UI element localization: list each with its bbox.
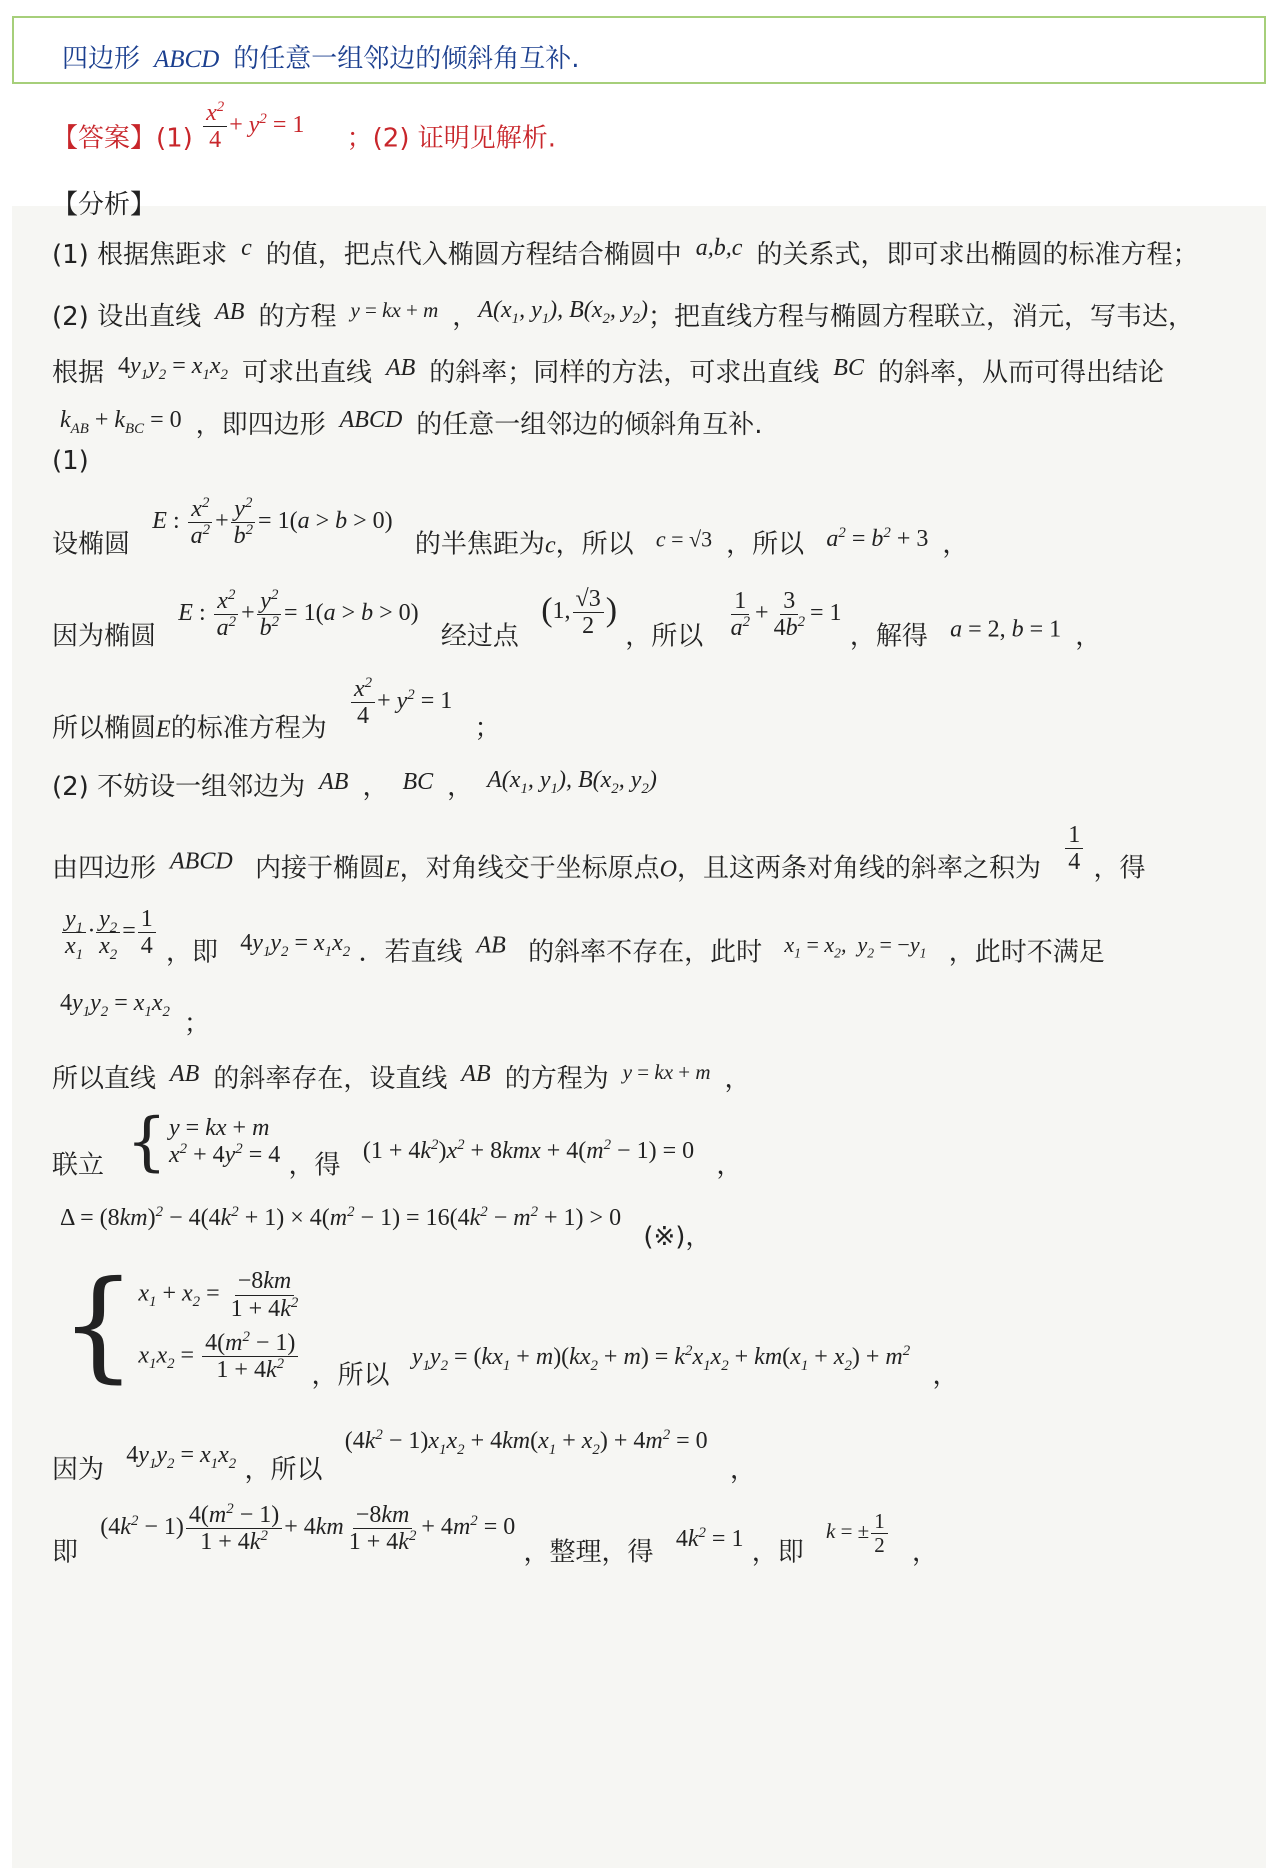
solution-line-11: 因为 $4y_1y_2 = x_1x_2$ ，所以 $(4k^2 - 1)x_1x_2 + 4km(x_1 + x_2) + 4m^2 = 0$ ， <box>52 1427 756 1485</box>
solution-line-6: $4y_1y_2 = x_1x_2$ ； <box>60 990 210 1039</box>
solution-part-1: (1) <box>52 446 89 476</box>
solution-line-8: 联立 { y = kx + m $x^2 + 4y^2 = 4$ ，得 $(1 + 4k^2)x^2 + 8kmx + 4(m^2 - 1) = 0$ ， <box>52 1105 743 1181</box>
solution-line-9: $\Delta = (8km)^2 - 4(4k^2 + 1) \times 4(m^2 - 1) = 16(4k^2 - m^2 + 1) > 0$ (※)， <box>60 1204 712 1252</box>
analysis-line-2: (2) 设出直线 AB 的方程 $^{y = kx + m}$ ，$A(x_1$, $y_1$), $B(x_2$, $y_2$)；把直线方程与椭圆方程联立，消元，写韦达， <box>52 297 1194 332</box>
question-pre: 四边形 <box>62 44 141 74</box>
answer-mid: ；(2) 证明见解析. <box>346 123 557 154</box>
solution-line-5: $\frac{y_1}{x_1}$ · $\frac{y_2}{x_2}$ = $\frac{1}{4}$ ，即 $4y_1y_2 = x_1x_2$ ．若直线 AB 的斜率不存在，此时 $_{x_1 = x_2, y_2 = -y_1}$ ，此时不满足 <box>60 906 1105 968</box>
solution-line-1: 设椭圆 E : $\frac{x^2}{a^2}$ + $\frac{y^2}{b^2}$ = 1(a > b > 0) 的半焦距为c，所以 $_{c = √3}$ ，所以 $a^2 = b^2 + 3$ ， <box>52 495 969 560</box>
solution-part-2: (2) 不妨设一组邻边为 AB ， BC ， $A(x_1$, $y_1$), $B(x_2$, $y_2$) <box>52 767 657 802</box>
quad-abcd: ABCD <box>154 46 220 73</box>
solution-line-7: 所以直线 AB 的斜率存在，设直线 AB 的方程为 $^{y = kx + m}$ ， <box>52 1060 751 1094</box>
analysis-title: 【分析】 <box>52 190 157 220</box>
question-post: 的任意一组邻边的倾斜角互补. <box>233 44 580 74</box>
solution-line-10: { $x_1 + x_2$ = $\frac{-8km}{1 + 4k^2}$ $x_1x_2$ = $\frac{4(m^2 - 1)}{1 + 4k^2}$ ，所以 $y_1y_2 = (kx_1 + m)(kx_2 + m) = k^2x_1x_2 + km(x_1 + x_2) + m^2$ ， <box>60 1256 959 1395</box>
solution-line-12: 即 $(4k^2 - 1)$ $\frac{4(m^2 - 1)}{1 + 4k^2}$ + 4km $\frac{-8km}{1 + 4k^2}$ + $4m^2 = 0$ ，整理，得 $4k^2 = 1$ ，即 k = ± $\frac{1}{2}$ ， <box>52 1501 938 1568</box>
solution-line-3: 所以椭圆E的标准方程为 $\frac{x^2}{4}$ + $y^2 = 1$ ； <box>52 675 501 744</box>
solution-line-4: 由四边形 ABCD 内接于椭圆E，对角线交于坐标原点O，且这两条对角线的斜率之积为 $\frac{1}{4}$ ，得 <box>52 822 1146 884</box>
solution-line-2: 因为椭圆 E : $\frac{x^2}{a^2}$ + $\frac{y^2}{b^2}$ = 1(a > b > 0) 经过点 (1, $\frac{√3}{2}$ ) ，所以 $\frac{1}{a^2}$ + $\frac{3}{4b^2}$ = 1 ，解得 a = 2, b = 1 ， <box>52 586 1102 652</box>
answer-line <box>52 100 556 154</box>
analysis-panel <box>12 190 1266 1868</box>
question-line <box>62 38 580 75</box>
answer-ellipse-eq: $\frac{x^2}{4}$ + $y^2 = 1$ <box>201 112 310 138</box>
analysis-line-1: (1) 根据焦距求 c 的值，把点代入椭圆方程结合椭圆中 a,b,c 的关系式，即可求出椭圆的标准方程； <box>52 235 1199 270</box>
analysis-line-3: 根据 $4y_1y_2 = x_1x_2$ 可求出直线 AB 的斜率；同样的方法，可求出直线 BC 的斜率，从而可得出结论 <box>52 353 1164 388</box>
question-box <box>12 16 1266 84</box>
answer-label: 【答案】(1) <box>52 123 193 154</box>
analysis-line-4: $k_{AB} + k_{BC} = 0$ ，即四边形 ABCD 的任意一组邻边的倾斜角互补. <box>60 407 763 440</box>
